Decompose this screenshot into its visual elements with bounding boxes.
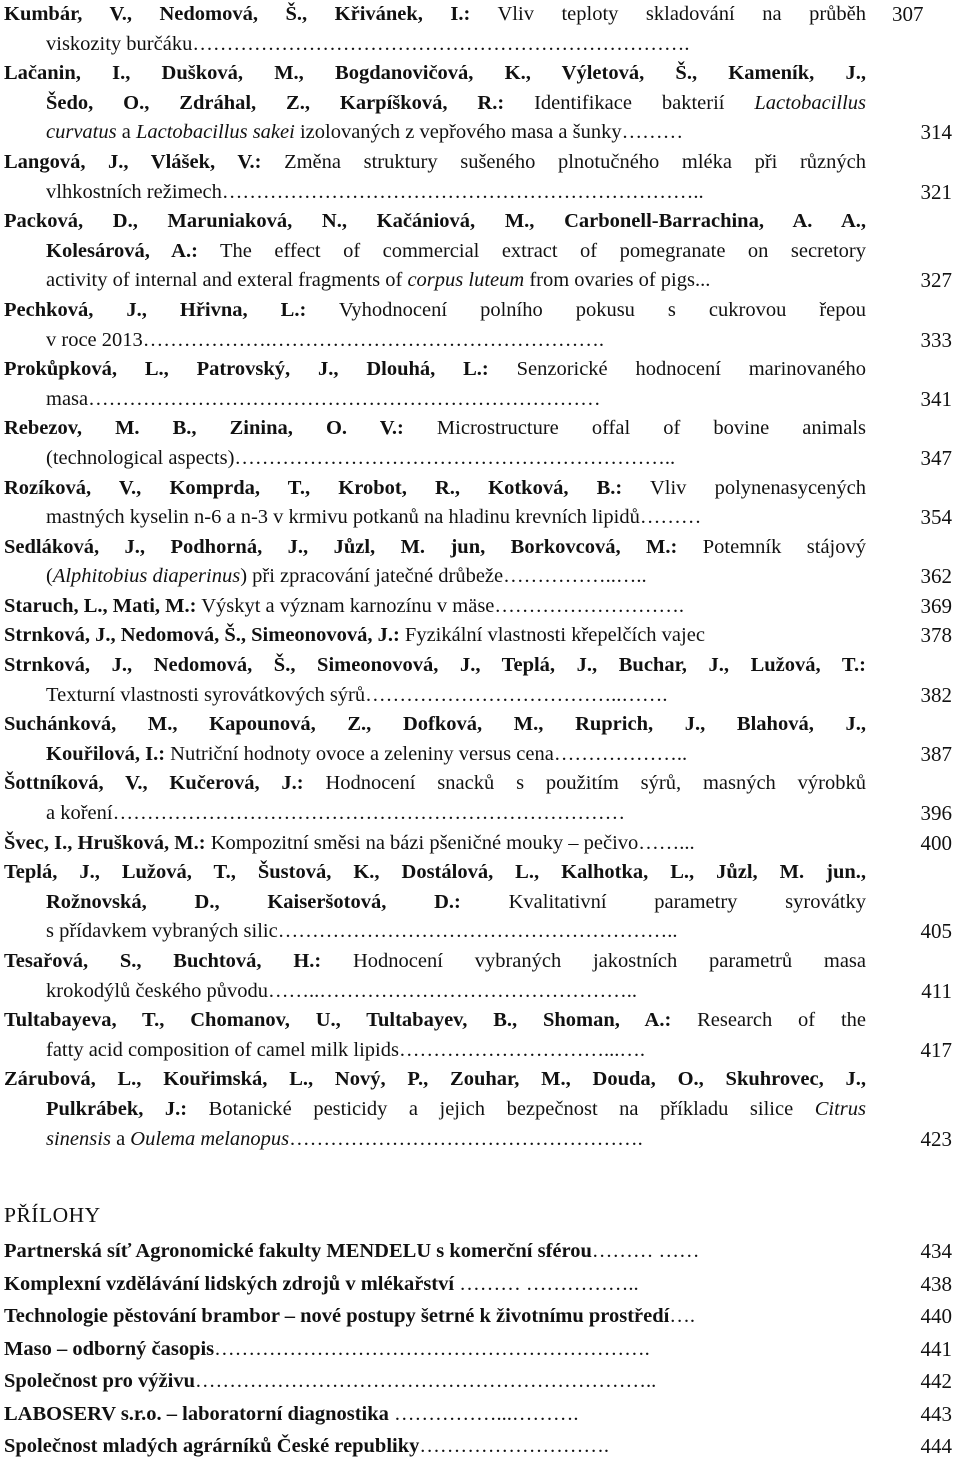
page-number: 382: [920, 682, 952, 707]
leader-dots: ……………………………………………………………….: [192, 32, 690, 55]
entry-authors: Tultabayeva, T., Chomanov, U., Tultabayev, B., Shoman, A.:: [4, 1009, 672, 1032]
page-number: 333: [920, 327, 952, 352]
page-number: 400: [920, 830, 952, 855]
leader-dots: ……… ……: [591, 1240, 700, 1262]
entry-title-text: Texturní vlastnosti syrovátkových sýrů: [46, 683, 366, 706]
page-number: 443: [920, 1401, 952, 1426]
entry-authors: Prokůpková, L., Patrovský, J., Dlouhá, L.:: [4, 358, 489, 381]
page-number: 314: [920, 120, 952, 145]
leader-dots: ……………..…..: [503, 565, 647, 588]
entry-title-text: Vyhodnocení polního pokusu s cukrovou řepou: [306, 298, 866, 321]
toc-entry-line: [4, 799, 954, 829]
toc-entry[interactable]: [4, 651, 954, 710]
page-number: 327: [920, 268, 952, 293]
toc-entry-line: [4, 1125, 954, 1155]
leader-dots: …………………………………………………………..: [194, 1370, 657, 1392]
entry-title-text: mastných kyselin n-6 a n-3 v krmivu potkanů na hladinu krevních lipidů: [46, 506, 640, 529]
appendix-item[interactable]: [4, 1430, 954, 1463]
appendix-title: PŘÍLOHY: [4, 1203, 101, 1227]
leader-dots: ……………………………………………………….: [214, 1337, 650, 1360]
appendix-item-title: Technologie pěstování brambor – nové postupy šetrné k životnímu prostředí: [4, 1305, 670, 1327]
page-number: 442: [920, 1369, 952, 1393]
entry-authors: Kumbár, V., Nedomová, Š., Křivánek, I.:: [4, 3, 471, 25]
toc-entry-line: [4, 592, 954, 622]
entry-authors: Pulkrábek, J.:: [46, 1097, 188, 1120]
page-number: 417: [920, 1037, 952, 1062]
toc-entry[interactable]: [4, 414, 954, 473]
entry-title-text: a koření: [46, 802, 113, 825]
entry-title-text: activity of internal and exteral fragments of corpus luteum from ovaries of pigs...: [46, 269, 711, 292]
entry-title-text: curvatus a Lactobacillus sakei izolovaných z vepřového masa a šunky: [46, 121, 622, 144]
toc-entry-line: [4, 562, 954, 592]
entry-title-text: sinensis a Oulema melanopus: [46, 1127, 290, 1150]
toc-entry-line: [4, 1065, 954, 1095]
toc-entry-line: [4, 207, 954, 237]
toc-entry-line: [4, 503, 954, 533]
appendix-list: [4, 1235, 954, 1463]
toc-entry-line: [4, 888, 954, 918]
entry-authors: Langová, J., Vlášek, V.:: [4, 150, 262, 173]
toc-entry-line: [4, 59, 954, 89]
leader-dots: …………………………………………….: [289, 1127, 643, 1150]
entry-title-text: Vliv teploty skladování na průběh: [470, 3, 867, 25]
toc-entry[interactable]: [4, 207, 954, 296]
appendix-item[interactable]: [4, 1235, 954, 1268]
entry-title-text: Kompozitní směsi na bázi pšeničné mouky – pečivo: [205, 831, 639, 854]
appendix-item-title: Partnerská síť Agronomické fakulty MENDELU s komerční sférou: [4, 1240, 592, 1262]
entry-title-text: viskozity burčáku: [46, 32, 193, 55]
toc-entry-line: [4, 414, 954, 444]
appendix-item-title: Komplexní vzdělávání lidských zdrojů v mlékařství: [4, 1272, 455, 1295]
leader-dots: ………………………………..…….: [365, 683, 668, 706]
toc-entry-line: [4, 0, 954, 30]
leader-dots: ……………………………………………………………..: [221, 180, 704, 203]
leader-dots: ………………..: [553, 742, 688, 765]
leader-dots: ……...: [638, 831, 695, 854]
toc-entry-line: [4, 858, 954, 888]
entry-authors: Rozíková, V., Komprda, T., Krobot, R., Kotková, B.:: [4, 476, 623, 499]
page-number: 423: [920, 1126, 952, 1151]
toc-entry-line: [4, 444, 954, 474]
table-of-contents: [4, 0, 954, 1154]
entry-authors: Šottníková, V., Kučerová, J.:: [4, 772, 304, 795]
toc-entry[interactable]: [4, 947, 954, 1006]
toc-entry-line: [4, 89, 954, 119]
page-number: 411: [921, 978, 952, 1003]
toc-entry-line: [4, 1036, 954, 1066]
toc-entry[interactable]: [4, 829, 954, 859]
leader-dots: …………………………………………………………………: [88, 387, 601, 410]
page-number: 347: [920, 445, 952, 470]
page-number: 434: [920, 1239, 952, 1263]
toc-entry-line: [4, 296, 954, 326]
toc-entry[interactable]: [4, 592, 954, 622]
appendix-item[interactable]: [4, 1398, 954, 1431]
toc-entry[interactable]: [4, 59, 954, 148]
leader-dots: ……………………….: [494, 594, 685, 617]
toc-entry-line: [4, 1006, 954, 1036]
leader-dots: ……………………….: [419, 1435, 610, 1457]
entry-title-text: s přídavkem vybraných silic: [46, 920, 278, 943]
entry-title-text: Nutriční hodnoty ovoce a zeleniny versus cena: [165, 742, 554, 765]
toc-entry-line: [4, 769, 954, 799]
entry-title-text: Hodnocení vybraných jakostních parametrů masa: [321, 950, 866, 972]
page-number: 438: [920, 1271, 952, 1296]
leader-dots: …………………………………………………………………: [112, 802, 626, 825]
toc-entry-line: [4, 266, 954, 296]
page-number: 341: [920, 386, 952, 411]
leader-dots: ………: [621, 121, 684, 144]
leader-dots: ………: [639, 506, 702, 529]
entry-authors: Rožnovská, D., Kaiseršotová, D.:: [46, 890, 461, 913]
entry-title-text: Botanické pesticidy a jejich bezpečnost na příkladu silice Citrus: [187, 1097, 866, 1120]
appendix-item-title: LABOSERV s.r.o. – laboratorní diagnostika: [4, 1402, 389, 1425]
toc-entry-line: [4, 385, 954, 415]
entry-authors: Lačanin, I., Dušková, M., Bogdanovičová, K., Výletová, Š., Kameník, J.,: [4, 62, 866, 85]
entry-authors: Tesařová, S., Buchtová, H.:: [4, 950, 322, 972]
leader-dots: ….: [669, 1305, 695, 1327]
toc-entry-line: [4, 148, 954, 178]
entry-title-text: masa: [46, 387, 89, 410]
page-number: 307: [892, 2, 924, 26]
entry-title-text: fatty acid composition of camel milk lipids: [46, 1038, 399, 1061]
appendix-item[interactable]: [4, 1365, 954, 1398]
toc-entry[interactable]: [4, 710, 954, 769]
entry-authors: Kouřilová, I.:: [46, 742, 166, 765]
toc-entry-line: [4, 355, 954, 385]
page-number: 378: [920, 623, 952, 648]
page-number: 444: [920, 1434, 952, 1458]
toc-entry-line: [4, 1095, 954, 1125]
toc-entry-line: [4, 30, 954, 60]
entry-authors: Zárubová, L., Kouřimská, L., Nový, P., Zouhar, M., Douda, O., Skuhrovec, J.,: [4, 1068, 866, 1091]
toc-entry[interactable]: [4, 858, 954, 947]
entry-authors: Teplá, J., Lužová, T., Šustová, K., Dostálová, L., Kalhotka, L., Jůzl, M. jun.,: [4, 861, 866, 884]
entry-title-text: krokodýlů českého původu: [46, 979, 269, 1002]
entry-title-text: vlhkostních režimech: [46, 180, 222, 203]
toc-entry-line: [4, 326, 954, 356]
appendix-item-title: Společnost mladých agrárníků České republiky: [4, 1435, 420, 1457]
leader-dots: …………………………...….: [398, 1038, 645, 1061]
toc-entry-line: [4, 917, 954, 947]
toc-entry[interactable]: [4, 0, 954, 59]
entry-title-text: (Alphitobius diaperinus) při zpracování jatečné drůbeže: [46, 565, 504, 588]
entry-title-text: Fyzikální vlastnosti křepelčích vajec: [399, 624, 705, 647]
entry-title-text: Potemník stájový: [677, 535, 866, 558]
leader-dots: ……… ……………..: [454, 1272, 639, 1295]
appendix-item[interactable]: [4, 1300, 954, 1333]
entry-title-text: Senzorické hodnocení marinovaného: [488, 358, 866, 381]
appendix-item[interactable]: [4, 1333, 954, 1366]
page-number: 440: [920, 1304, 952, 1328]
entry-authors: Packová, D., Maruniaková, N., Kačániová, M., Carbonell-Barrachina, A. A.,: [4, 210, 866, 233]
leader-dots: ……..………………………………………..: [268, 979, 638, 1002]
entry-title-text: Microstructure offal of bovine animals: [403, 417, 867, 440]
toc-entry-line: [4, 681, 954, 711]
toc-entry-line: [4, 977, 954, 1007]
entry-authors: Suchánková, M., Kapounová, Z., Dofková, M., Ruprich, J., Blahová, J.,: [4, 713, 866, 736]
page-number: 354: [920, 505, 952, 530]
toc-entry[interactable]: [4, 296, 954, 355]
leader-dots: …………………………………………………..: [277, 920, 678, 943]
entry-title-text: Vliv polynenasycených: [622, 476, 866, 499]
toc-entry[interactable]: [4, 769, 954, 828]
entry-title-text: Hodnocení snacků s použitím sýrů, masných výrobků: [303, 772, 866, 795]
entry-title-text: Změna struktury sušeného plnotučného mléka při různých: [261, 150, 866, 173]
page-number: 362: [920, 564, 952, 589]
entry-authors: Strnková, J., Nedomová, Š., Simeonovová, J.:: [4, 624, 400, 647]
toc-entry-line: [4, 740, 954, 770]
toc-entry-line: [4, 829, 954, 859]
entry-authors: Strnková, J., Nedomová, Š., Simeonovová, J., Teplá, J., Buchar, J., Lužová, T.:: [4, 654, 866, 677]
entry-authors: Staruch, L., Mati, M.:: [4, 594, 197, 617]
entry-authors: Kolesárová, A.:: [46, 239, 198, 262]
entry-title-text: Kvalitativní parametry syrovátky: [460, 890, 866, 913]
entry-authors: Švec, I., Hrušková, M.:: [4, 831, 206, 854]
entry-authors: Šedo, O., Zdráhal, Z., Karpíšková, R.:: [46, 91, 505, 114]
toc-entry[interactable]: [4, 474, 954, 533]
toc-entry-line: [4, 533, 954, 563]
toc-entry-line: [4, 621, 954, 651]
toc-entry-line: [4, 651, 954, 681]
entry-title-text: v roce 2013: [46, 328, 143, 351]
entry-title-text: Identifikace bakterií Lactobacillus: [504, 91, 866, 114]
toc-entry-line: [4, 178, 954, 208]
appendix-item-title: Maso – odborný časopis: [4, 1337, 215, 1360]
entry-authors: Rebezov, M. B., Zinina, O. V.:: [4, 417, 404, 440]
appendix-item-title: Společnost pro výživu: [4, 1370, 195, 1392]
entry-title-text: Výskyt a význam karnozínu v mäse: [196, 594, 495, 617]
entry-title-text: (technological aspects): [46, 446, 235, 469]
page-number: 441: [920, 1336, 952, 1361]
toc-entry-line: [4, 710, 954, 740]
toc-entry-line: [4, 237, 954, 267]
entry-title-text: Research of the: [671, 1009, 866, 1032]
entry-authors: Pechková, J., Hřivna, L.:: [4, 298, 307, 321]
leader-dots: ………………………………………………………..: [234, 446, 676, 469]
toc-entry-line: [4, 474, 954, 504]
page-number: 369: [920, 593, 952, 618]
toc-entry-line: [4, 118, 954, 148]
leader-dots: ……………...……….: [388, 1402, 579, 1425]
toc-entry[interactable]: [4, 148, 954, 207]
toc-entry[interactable]: [4, 1006, 954, 1065]
page-number: 405: [920, 919, 952, 944]
toc-entry-line: [4, 947, 954, 977]
entry-authors: Sedláková, J., Podhorná, J., Jůzl, M. jun, Borkovcová, M.:: [4, 535, 678, 558]
toc-entry[interactable]: [4, 1065, 954, 1154]
leader-dots: ……………….………………………………………….: [142, 328, 605, 351]
entry-title-text: The effect of commercial extract of pomegranate on secretory: [197, 239, 867, 262]
toc-entry[interactable]: [4, 533, 954, 592]
appendix-item[interactable]: [4, 1268, 954, 1301]
page-number: 396: [920, 801, 952, 826]
toc-entry[interactable]: [4, 355, 954, 414]
page-number: 387: [920, 741, 952, 766]
toc-entry[interactable]: [4, 621, 954, 651]
page-number: 321: [920, 179, 952, 204]
